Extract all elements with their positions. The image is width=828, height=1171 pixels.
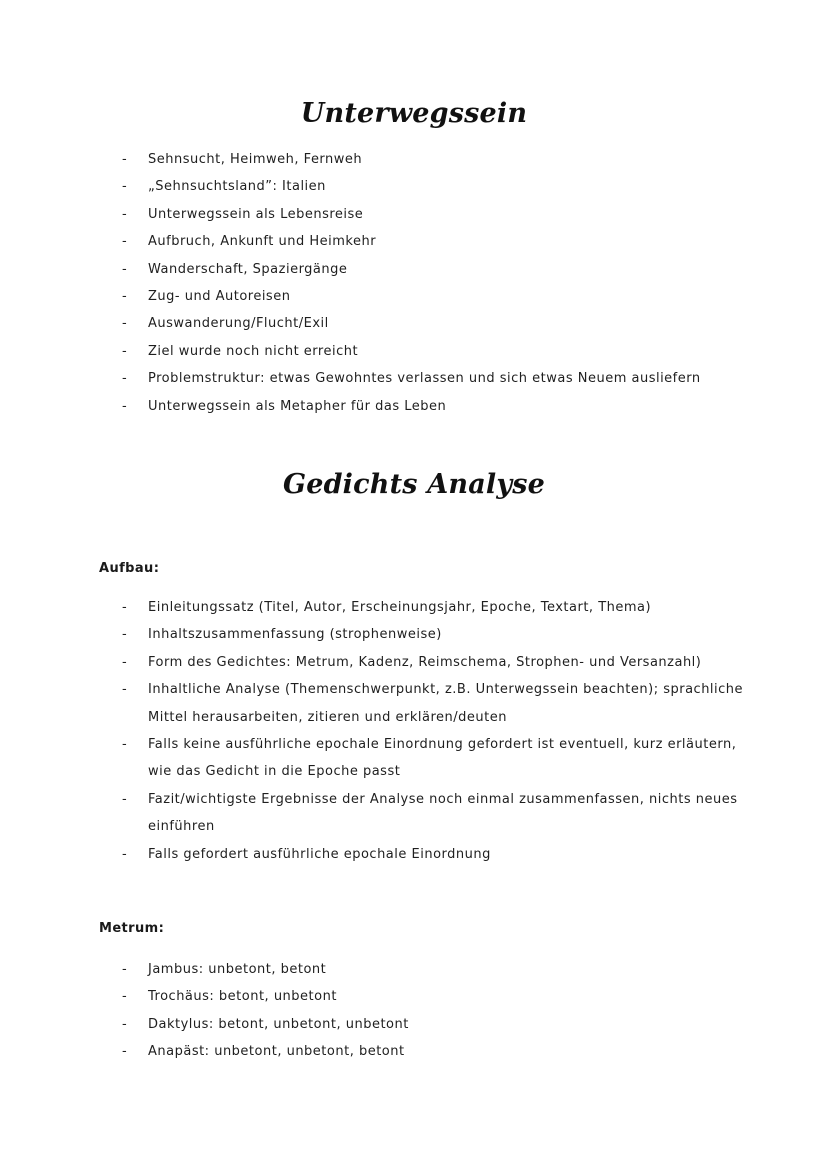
list-item: - Anapäst: unbetont, unbetont, betont <box>0 1038 748 1065</box>
bullet-dash: - <box>122 627 128 643</box>
bullet-dash: - <box>122 962 128 977</box>
bullet-dash: - <box>122 234 128 250</box>
list-item: - Form des Gedichtes: Metrum, Kadenz, Reimschema, Strophen- und Versanzahl) <box>0 649 748 676</box>
bullet-dash: - <box>122 682 128 698</box>
bullet-dash: - <box>122 398 128 414</box>
list-item: - Problemstruktur: etwas Gewohntes verlassen und sich etwas Neuem ausliefern <box>0 365 748 392</box>
list-item: - Aufbruch, Ankunft und Heimkehr <box>0 228 748 255</box>
metrum-heading: Metrum: <box>99 921 165 936</box>
bullet-dash: - <box>122 846 128 862</box>
list-item: - Sehnsucht, Heimweh, Fernweh <box>0 146 748 173</box>
bullet-dash: - <box>122 1016 128 1032</box>
bullet-dash: - <box>122 206 128 222</box>
bullet-dash: - <box>122 600 128 615</box>
bullet-dash: - <box>122 791 128 807</box>
bullet-dash: - <box>122 989 128 1005</box>
bullet-dash: - <box>122 737 128 753</box>
list-item: - Auswanderung/Flucht/Exil <box>0 310 748 337</box>
list-item: - Falls keine ausführliche epochale Einordnung gefordert ist eventuell, kurz erläutern, wie das Gedicht in die Epoche passt <box>0 731 748 786</box>
list-item: - Zug- und Autoreisen <box>0 283 748 310</box>
title-unterwegssein: Unterwegssein <box>300 98 528 129</box>
list-item: - Falls gefordert ausführliche epochale Einordnung <box>0 841 748 868</box>
list-item: - Wanderschaft, Spaziergänge <box>0 256 748 283</box>
list-item: - Inhaltszusammenfassung (strophenweise) <box>0 621 748 648</box>
bullet-dash: - <box>122 343 128 359</box>
aufbau-heading: Aufbau: <box>99 561 160 576</box>
list-item: - Fazit/wichtigste Ergebnisse der Analyse noch einmal zusammenfassen, nichts neues einführen <box>0 786 748 841</box>
list-item: - Inhaltliche Analyse (Themenschwerpunkt, z.B. Unterwegssein beachten); sprachliche Mittel herausarbeiten, zitieren und erklären/deuten <box>0 676 748 731</box>
bullet-dash: - <box>122 179 128 195</box>
title-gedichts-analyse: Gedichts Analyse <box>282 469 546 500</box>
metrum-list <box>0 956 748 1066</box>
list-item: - Jambus: unbetont, betont <box>0 956 748 983</box>
bullet-dash: - <box>122 316 128 332</box>
aufbau-list <box>0 594 748 868</box>
bullet-dash: - <box>122 261 128 277</box>
list-item: - Daktylus: betont, unbetont, unbetont <box>0 1011 748 1038</box>
bullet-dash: - <box>122 289 128 305</box>
bullet-dash: - <box>122 371 128 387</box>
list-item: - Unterwegssein als Metapher für das Leben <box>0 393 748 420</box>
list-item: - „Sehnsuchtsland”: Italien <box>0 173 748 200</box>
bullet-dash: - <box>122 152 128 167</box>
list-item: - Ziel wurde noch nicht erreicht <box>0 338 748 365</box>
unterwegssein-list <box>0 146 748 420</box>
bullet-dash: - <box>122 1044 128 1060</box>
list-item: - Einleitungssatz (Titel, Autor, Erscheinungsjahr, Epoche, Textart, Thema) <box>0 594 748 621</box>
bullet-dash: - <box>122 654 128 670</box>
list-item: - Trochäus: betont, unbetont <box>0 983 748 1010</box>
list-item: - Unterwegssein als Lebensreise <box>0 201 748 228</box>
